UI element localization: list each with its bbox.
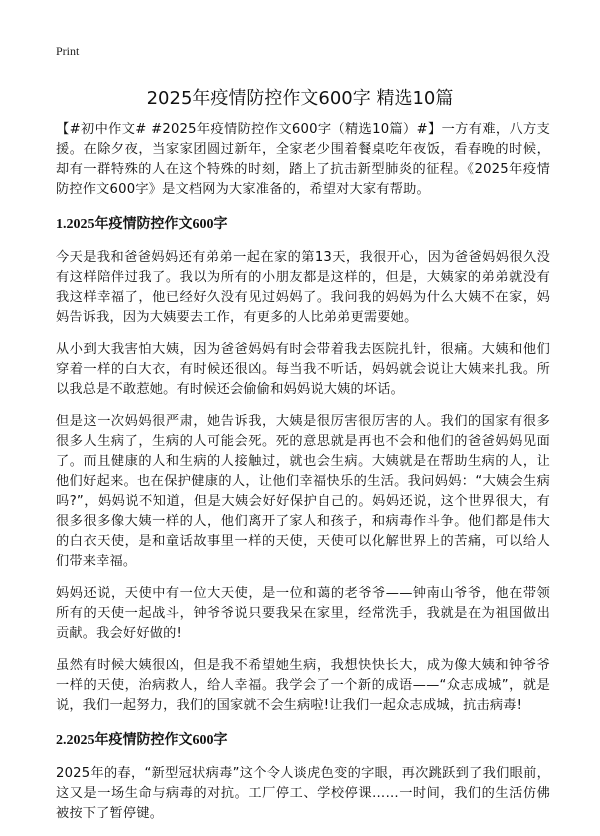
paragraph: 但是这一次妈妈很严肃，她告诉我，大姨是很厉害很厉害的人。我们的国家有很多很多人生病了，生病的人可能会死。死的意思就是再也不会和他们的爸爸妈妈见面了。而且健康的人和生病的人接触过，就也会生病。大姨就是在帮助生病的人，让他们好起来。也在保护健康的人，让他们幸福快乐的生活。我问妈妈：“大姨会生病吗?”，妈妈说不知道，但是大姨会好好保护自己的。妈妈还说，这个世界很大，有很多很多像大姨一样的人，他们离开了家人和孩子，和病毒作斗争。他们都是伟大的白衣天使，是和童话故事里一样的天使，天使可以化解世界上的苦痛，可以给人们带来幸福。 xyxy=(56,414,550,569)
paragraph: 2025年的春，“新型冠状病毒”这个令人谈虎色变的字眼，再次跳跃到了我们眼前，这又是一场生命与病毒的对抗。工厂停工、学校停课……一时间，我们的生活仿佛被按下了暂停键。 xyxy=(56,766,550,821)
print-label: Print xyxy=(56,44,80,58)
document-body xyxy=(56,120,550,836)
paragraph: 从小到大我害怕大姨，因为爸爸妈妈有时会带着我去医院扎针，很痛。大姨和他们穿着一样的白大衣，有时候还很凶。每当我不听话，妈妈就会说让大姨来扎我。所以我总是不敢惹她。有时候还会偷偷和妈妈说大姨的坏话。 xyxy=(56,342,550,397)
paragraph: 今天是我和爸爸妈妈还有弟弟一起在家的第13天，我很开心，因为爸爸妈妈很久没有这样陪伴过我了。我以为所有的小朋友都是这样的，但是，大姨家的弟弟就没有我这样幸福了，他已经好久没有见过妈妈了。我问我的妈妈为什么大姨不在家，妈妈告诉我，因为大姨要去工作，有更多的人比弟弟更需要她。 xyxy=(56,250,550,325)
document-title: 2025年疫情防控作文600字 精选10篇 xyxy=(146,88,454,109)
section-1 xyxy=(56,216,550,716)
intro-paragraph: 【#初中作文# #2025年疫情防控作文600字（精选10篇）#】一方有难，八方支援。在除夕夜，当家家团圆过新年，全家老少围着餐桌吃年夜饭，看春晚的时候，却有一群特殊的人在这个特殊的时刻，踏上了抗击新型肺炎的征程。《2025年疫情防控作文600字》是文档网为大家准备的，希望对大家有帮助。 xyxy=(56,122,550,197)
paragraph: 妈妈还说，天使中有一位大天使，是一位和蔼的老爷爷——钟南山爷爷，他在带领所有的天使一起战斗，钟爷爷说只要我呆在家里，经常洗手，我就是在为祖国做出贡献。我会好好做的! xyxy=(56,586,550,641)
paragraph: 虽然有时候大姨很凶，但是我不希望她生病，我想快快长大，成为像大姨和钟爷爷一样的天使，治病救人，给人幸福。我学会了一个新的成语——“众志成城”，就是说，我们一起努力，我们的国家就不会生病啦!让我们一起众志成城，抗击病毒! xyxy=(56,658,550,713)
section-2 xyxy=(56,732,550,824)
section-heading: 2.2025年疫情防控作文600字 xyxy=(56,733,228,748)
section-heading: 1.2025年疫情防控作文600字 xyxy=(56,217,228,232)
